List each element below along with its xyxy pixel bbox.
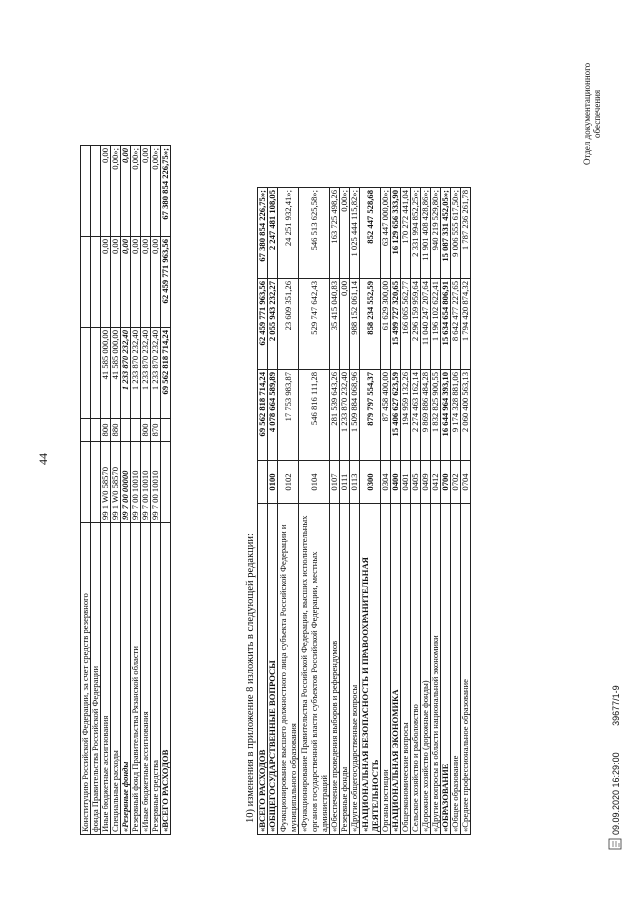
row-value-2022-cell: 11 901 408 428,86»; <box>421 188 431 279</box>
row-value-2021-cell: 0,00 <box>340 279 350 370</box>
row-vr-cell <box>121 419 131 442</box>
row-value-2020-cell: 15 406 627 623,59 <box>391 370 401 461</box>
row-value-2021-cell: 23 609 351,26 <box>278 279 299 370</box>
table-row <box>350 188 360 835</box>
row-name-cell: Резервные фонды <box>340 504 350 835</box>
row-value-2021-cell: 2 055 943 232,27 <box>268 279 278 370</box>
table-row <box>131 146 141 835</box>
footer-doc-id: 39677/1-9 <box>611 685 621 726</box>
row-value-2022-cell <box>81 146 91 237</box>
row-vr-cell: 870 <box>151 419 161 442</box>
row-value-2020-cell: 69 562 818 714,24 <box>161 328 171 419</box>
row-code-cell: 0409 <box>421 461 431 504</box>
row-value-2020-cell: 9 174 328 881,06 <box>451 370 461 461</box>
row-value-2021-cell: 0,00 <box>141 237 151 328</box>
row-value-2022-cell: 0,00»; <box>131 146 141 237</box>
row-value-2022-cell <box>91 146 101 237</box>
row-name-cell: Общеэкономические вопросы <box>401 504 411 835</box>
row-code-cell <box>91 442 101 523</box>
document-stamp-icon <box>608 838 622 850</box>
row-value-2021-cell: 15 634 654 806,91 <box>441 279 451 370</box>
table-continuation <box>80 145 171 835</box>
row-name-cell: Функционирование высшего должностного лица субъекта Российской Федерации и муниципального образования <box>278 504 299 835</box>
row-name-cell: Резервные средства <box>151 523 161 835</box>
row-value-2021-cell: 61 629 300,00 <box>381 279 391 370</box>
row-value-2020-cell <box>81 328 91 419</box>
row-value-2022-cell: 24 251 932,41»; <box>278 188 299 279</box>
row-vr-cell <box>131 419 141 442</box>
row-name-cell: «ВСЕГО РАСХОДОВ <box>258 504 268 835</box>
row-name-cell: Иные бюджетные ассигнования <box>101 523 111 835</box>
page-number: 44 <box>36 453 50 465</box>
row-value-2021-cell: 8 642 477 227,65 <box>451 279 461 370</box>
footer <box>611 661 621 835</box>
row-value-2020-cell: 2 274 463 162,14 <box>411 370 421 461</box>
table-row <box>111 146 121 835</box>
row-value-2021-cell: 35 415 040,83 <box>330 279 340 370</box>
row-value-2022-cell: 940 219 529,80»; <box>431 188 441 279</box>
row-code-cell: 0405 <box>411 461 421 504</box>
row-code-cell: 99 7 00 10010 <box>151 442 161 523</box>
row-value-2021-cell <box>81 237 91 328</box>
row-value-2022-cell: 546 513 625,58»; <box>299 188 330 279</box>
row-value-2022-cell: 67 380 854 226,75»; <box>258 188 268 279</box>
row-name-cell: «НАЦИОНАЛЬНАЯ ЭКОНОМИКА <box>391 504 401 835</box>
row-name-cell: «НАЦИОНАЛЬНАЯ БЕЗОПАСНОСТЬ И ПРАВООХРАНИТЕЛЬНАЯ ДЕЯТЕЛЬНОСТЬ <box>360 504 381 835</box>
row-name-cell: фонда Правительства Российской Федерации <box>91 523 101 835</box>
row-value-2020-cell: 41 585 000,00 <box>101 328 111 419</box>
row-value-2020-cell: 1 832 825 900,55 <box>431 370 441 461</box>
row-code-cell: 0401 <box>401 461 411 504</box>
row-value-2020-cell: 16 644 964 393,10 <box>441 370 451 461</box>
table-row <box>268 188 278 835</box>
row-value-2021-cell <box>91 237 101 328</box>
row-value-2022-cell: 1 787 236 261,78 <box>461 188 471 279</box>
row-name-cell: «Другие общегосударственные вопросы <box>350 504 360 835</box>
table-row <box>161 146 171 835</box>
row-value-2022-cell: 0,00 <box>141 146 151 237</box>
table-row <box>401 188 411 835</box>
row-value-2020-cell: 4 078 664 589,89 <box>268 370 278 461</box>
table-row <box>461 188 471 835</box>
row-value-2020-cell: 9 869 886 484,28 <box>421 370 431 461</box>
row-name-cell: «Обеспечение проведения выборов и референдумов <box>330 504 340 835</box>
row-name-cell: «ОБЩЕГОСУДАРСТВЕННЫЕ ВОПРОСЫ <box>268 504 278 835</box>
row-value-2020-cell: 1 233 870 232,40 <box>151 328 161 419</box>
row-name-cell: «Иные бюджетные ассигнования <box>141 523 151 835</box>
row-value-2020-cell: 2 060 400 563,13 <box>461 370 471 461</box>
row-code-cell: 0100 <box>268 461 278 504</box>
department-line-2: обеспечения <box>592 89 602 138</box>
table-row <box>441 188 451 835</box>
row-code-cell: 0700 <box>441 461 451 504</box>
row-name-cell: «Общее образование <box>451 504 461 835</box>
row-value-2021-cell: 0,00 <box>131 237 141 328</box>
row-code-cell: 0113 <box>350 461 360 504</box>
row-code-cell: 99 1 W0 58570 <box>111 442 121 523</box>
row-value-2020-cell: 1 233 870 232,40 <box>121 328 131 419</box>
footer-datetime: 09.09.2020 16:29:00 <box>611 752 621 835</box>
row-code-cell: 0104 <box>299 461 330 504</box>
row-code-cell <box>161 442 171 523</box>
row-value-2021-cell: 166 065 562,77 <box>401 279 411 370</box>
row-value-2022-cell: 0,00»; <box>340 188 350 279</box>
row-value-2021-cell: 0,00 <box>101 237 111 328</box>
table-row <box>381 188 391 835</box>
table-appendix-8 <box>257 187 471 835</box>
row-value-2021-cell: 529 747 642,43 <box>299 279 330 370</box>
row-code-cell: 0107 <box>330 461 340 504</box>
row-code-cell: 0102 <box>278 461 299 504</box>
row-value-2020-cell: 1 233 870 232,40 <box>141 328 151 419</box>
table-row <box>391 188 401 835</box>
row-value-2022-cell: 0,00»; <box>111 146 121 237</box>
row-code-cell: 0702 <box>451 461 461 504</box>
row-value-2021-cell: 62 459 771 963,56 <box>258 279 268 370</box>
row-code-cell: 0300 <box>360 461 381 504</box>
table-row <box>360 188 381 835</box>
row-value-2021-cell: 1 794 420 874,32 <box>461 279 471 370</box>
table-row <box>151 146 161 835</box>
table-row <box>141 146 151 835</box>
row-value-2022-cell: 0,00 <box>101 146 111 237</box>
row-code-cell: 0304 <box>381 461 391 504</box>
row-value-2022-cell: 1 025 444 115,82»; <box>350 188 360 279</box>
row-vr-cell <box>91 419 101 442</box>
row-value-2020-cell: 1 509 884 068,96 <box>350 370 360 461</box>
row-value-2020-cell: 879 797 554,37 <box>360 370 381 461</box>
row-value-2020-cell <box>91 328 101 419</box>
row-value-2021-cell: 2 296 159 959,64 <box>411 279 421 370</box>
row-value-2022-cell: 0,00»; <box>151 146 161 237</box>
table-row <box>451 188 461 835</box>
row-name-cell: Конституцию Российской Федерации, за счет средств резервного <box>81 523 91 835</box>
row-value-2020-cell: 87 458 400,00 <box>381 370 391 461</box>
row-value-2021-cell: 11 040 247 207,64 <box>421 279 431 370</box>
row-code-cell: 99 7 00 10010 <box>141 442 151 523</box>
row-value-2022-cell: 2 247 481 108,05 <box>268 188 278 279</box>
row-value-2021-cell: 0,00 <box>151 237 161 328</box>
row-name-cell: «Функционирование Правительства Российской Федерации, высших исполнительных органов государственной власти субъектов Российской Федерации, местных администраций <box>299 504 330 835</box>
row-name-cell: Специальные расходы <box>111 523 121 835</box>
row-value-2022-cell: 163 725 498,26 <box>330 188 340 279</box>
row-vr-cell: 880 <box>111 419 121 442</box>
department-label <box>582 63 602 165</box>
table-row <box>411 188 421 835</box>
row-value-2022-cell: 16 129 656 333,90 <box>391 188 401 279</box>
row-vr-cell <box>81 419 91 442</box>
row-name-cell: Резервный фонд Правительства Рязанской области <box>131 523 141 835</box>
row-value-2020-cell: 281 539 643,26 <box>330 370 340 461</box>
row-code-cell: 0400 <box>391 461 401 504</box>
row-value-2021-cell: 15 499 727 320,65 <box>391 279 401 370</box>
table-row <box>278 188 299 835</box>
table-row <box>91 146 101 835</box>
row-value-2020-cell: 546 816 111,28 <box>299 370 330 461</box>
row-value-2022-cell: 63 447 000,00»; <box>381 188 391 279</box>
row-value-2022-cell: 0,00 <box>121 146 131 237</box>
row-value-2021-cell: 0,00 <box>111 237 121 328</box>
row-name-cell: «Резервные фонды <box>121 523 131 835</box>
row-value-2021-cell: 1 196 102 622,41 <box>431 279 441 370</box>
department-line-1: Отдел документационного <box>582 62 592 165</box>
row-value-2021-cell: 858 234 552,59 <box>360 279 381 370</box>
row-code-cell: 0412 <box>431 461 441 504</box>
row-code-cell: 0704 <box>461 461 471 504</box>
row-value-2020-cell: 194 959 132,26 <box>401 370 411 461</box>
table-row <box>258 188 268 835</box>
row-value-2022-cell: 170 272 441,04 <box>401 188 411 279</box>
row-code-cell: 99 1 W0 58570 <box>101 442 111 523</box>
row-value-2020-cell: 1 233 870 232,40 <box>131 328 141 419</box>
row-code-cell <box>81 442 91 523</box>
row-value-2020-cell: 1 233 870 232,40 <box>340 370 350 461</box>
row-vr-cell <box>161 419 171 442</box>
table-row <box>121 146 131 835</box>
row-value-2022-cell: 2 331 994 852,25»; <box>411 188 421 279</box>
table-row <box>81 146 91 835</box>
row-vr-cell: 800 <box>101 419 111 442</box>
row-name-cell: «ВСЕГО РАСХОДОВ <box>161 523 171 835</box>
row-value-2021-cell: 988 152 061,14 <box>350 279 360 370</box>
row-name-cell: Органы юстиции <box>381 504 391 835</box>
row-value-2021-cell: 0,00 <box>121 237 131 328</box>
row-value-2020-cell: 41 585 000,00 <box>111 328 121 419</box>
table-row <box>101 146 111 835</box>
row-name-cell: «Дорожное хозяйство (дорожные фонды) <box>421 504 431 835</box>
row-code-cell: 99 7 00 00000 <box>121 442 131 523</box>
row-code-cell <box>258 461 268 504</box>
row-value-2020-cell: 17 753 983,87 <box>278 370 299 461</box>
row-name-cell: «ОБРАЗОВАНИЕ <box>441 504 451 835</box>
row-value-2022-cell: 852 447 528,68 <box>360 188 381 279</box>
table-row <box>340 188 350 835</box>
row-vr-cell: 800 <box>141 419 151 442</box>
row-value-2021-cell: 62 459 771 963,56 <box>161 237 171 328</box>
table-row <box>431 188 441 835</box>
table-row <box>299 188 330 835</box>
table-row <box>421 188 431 835</box>
row-value-2022-cell: 15 087 331 452,05»; <box>441 188 451 279</box>
row-name-cell: «Среднее профессиональное образование <box>461 504 471 835</box>
section-caption: 10) изменения в приложение 8 изложить в следующей редакции: <box>245 533 256 823</box>
row-code-cell: 0111 <box>340 461 350 504</box>
row-value-2022-cell: 67 380 854 226,75»; <box>161 146 171 237</box>
table-row <box>330 188 340 835</box>
row-value-2020-cell: 69 562 818 714,24 <box>258 370 268 461</box>
row-code-cell: 99 7 00 10010 <box>131 442 141 523</box>
row-value-2022-cell: 9 006 555 617,50»; <box>451 188 461 279</box>
row-name-cell: «Другие вопросы в области национальной экономики <box>431 504 441 835</box>
row-name-cell: Сельское хозяйство и рыболовство <box>411 504 421 835</box>
